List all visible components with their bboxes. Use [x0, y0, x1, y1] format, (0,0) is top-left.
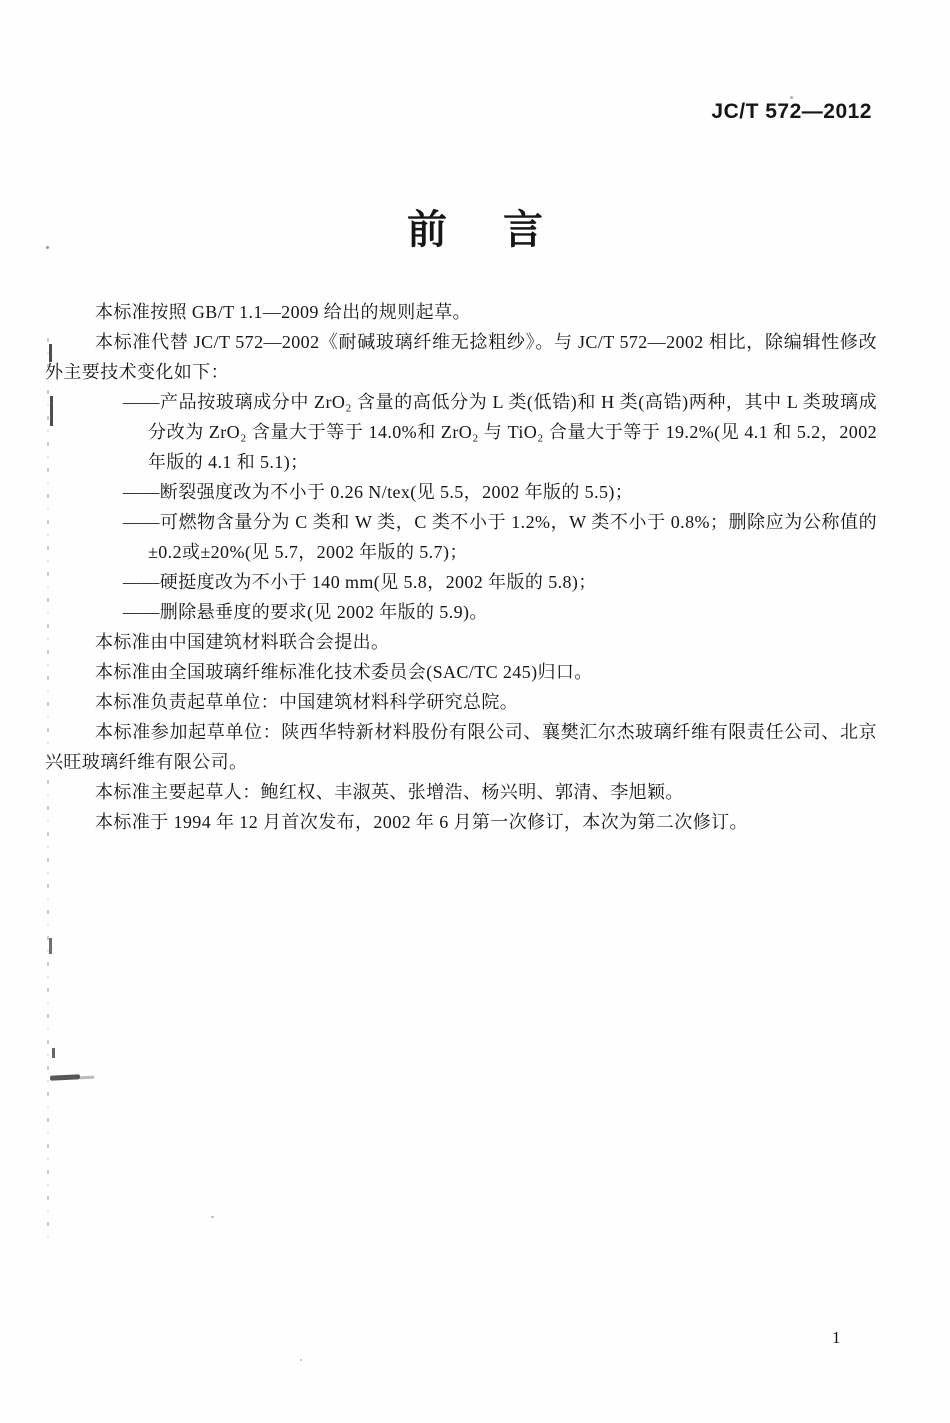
change-item-strength: ——断裂强度改为不小于 0.26 N/tex(见 5.5，2002 年版的 5.5)； [123, 482, 634, 502]
change-item-drape-removed: ——删除悬垂度的要求(见 2002 年版的 5.9)。 [123, 602, 488, 622]
paragraph-co-drafters: 本标准参加起草单位：陕西华特新材料股份有限公司、襄樊汇尔杰玻璃纤维有限责任公司、北京兴旺玻璃纤维有限公司。 [45, 722, 877, 772]
page-number: 1 [832, 1328, 841, 1347]
scan-artifact-smudge [50, 1074, 80, 1081]
paragraph-basis: 本标准按照 GB/T 1.1—2009 给出的规则起草。 [95, 302, 471, 322]
paragraph-replaces: 本标准代替 JC/T 572—2002《耐碱玻璃纤维无捻粗纱》。与 JC/T 572—2002 相比，除编辑性修改外主要技术变化如下： [45, 332, 877, 382]
scan-artifact-smudge [80, 1076, 94, 1080]
paragraph-authors: 本标准主要起草人：鲍红权、丰淑英、张增浩、杨兴明、郭清、李旭颖。 [95, 782, 684, 802]
scan-artifact-speck [46, 246, 49, 249]
foreword-title: 前言 [407, 208, 599, 252]
paragraph-proposed-by: 本标准由中国建筑材料联合会提出。 [95, 632, 390, 652]
scan-artifact-tick [50, 396, 53, 426]
scan-artifact-gutter-line [47, 338, 49, 1248]
change-item-combustibles: ——可燃物含量分为 C 类和 W 类，C 类不小于 1.2%，W 类不小于 0.8%；删除应为公称值的±0.2或±20%(见 5.7，2002 年版的 5.7)； [123, 512, 877, 562]
scan-artifact-tick [49, 938, 52, 954]
change-item-stiffness: ——硬挺度改为不小于 140 mm(见 5.8，2002 年版的 5.8)； [123, 572, 597, 592]
scan-artifact-speck [211, 1216, 214, 1218]
paragraph-chief-drafter: 本标准负责起草单位：中国建筑材料科学研究总院。 [95, 692, 519, 712]
scan-artifact-speck [790, 96, 793, 99]
scan-artifact-speck [300, 1359, 302, 1361]
scan-artifact-tick [49, 344, 52, 362]
foreword-body [45, 297, 877, 837]
paragraph-history: 本标准于 1994 年 12 月首次发布，2002 年 6 月第一次修订，本次为第二次修订。 [95, 812, 748, 832]
paragraph-committee: 本标准由全国玻璃纤维标准化技术委员会(SAC/TC 245)归口。 [95, 662, 593, 682]
standard-doc-number: JC/T 572—2012 [711, 100, 872, 123]
change-item-composition: ——产品按玻璃成分中 ZrO₂ 含量的高低分为 L 类(低锆)和 H 类(高锆)两种，其中 L 类玻璃成分改为 ZrO₂ 含量大于等于 14.0%和 ZrO₂ 与 TiO₂ 合量大于等于 19.2%(见 4.1 和 5.2，2002 年版的 4.1 和 5.1)； [123, 392, 877, 472]
scan-artifact-tick [52, 1048, 55, 1058]
